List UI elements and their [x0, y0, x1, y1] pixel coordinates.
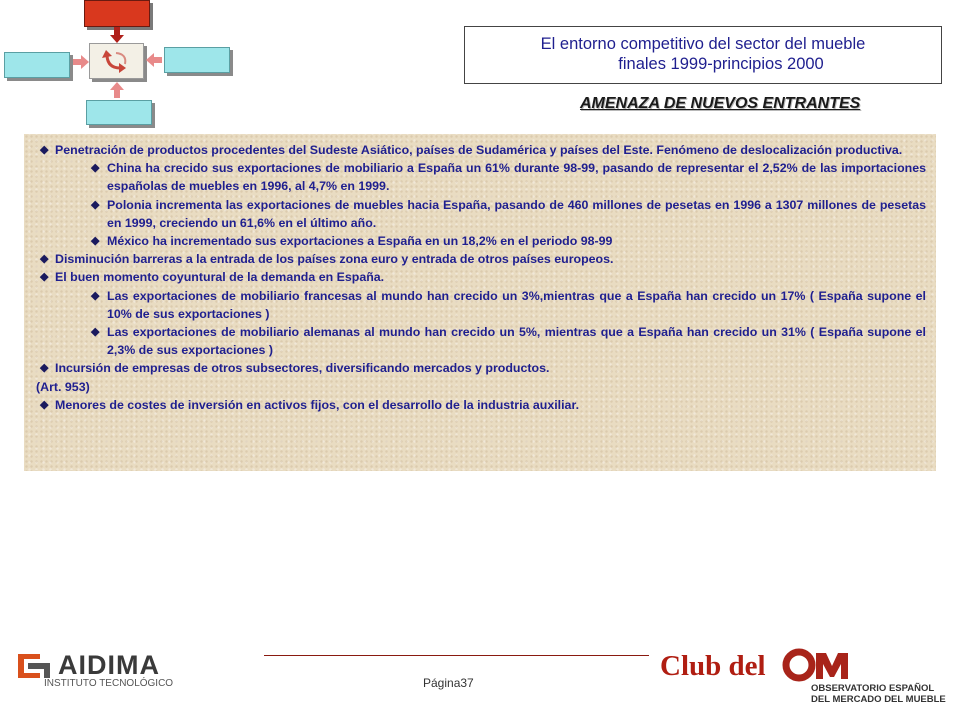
- arrow-up-icon: [110, 82, 124, 98]
- diamond-bullet-icon: ◆: [91, 326, 100, 339]
- om-logo-icon: [782, 648, 852, 682]
- list-item: [36, 232, 926, 250]
- item-text: Las exportaciones de mobiliario alemanas al mundo han crecido un 5%, mientras que a España han crecido un 31% ( España supone el 2,3% de sus exportaciones ): [107, 325, 926, 358]
- list-item: [36, 323, 926, 359]
- item-text: Polonia incrementa las exportaciones de muebles hacia España, pasando de 460 millones de pesetas en 1996 a 1307 millones de pesetas en 1999, creciendo un 61,6% en el último año.: [107, 197, 926, 230]
- title-line-2: finales 1999-principios 2000: [618, 55, 824, 73]
- list-item: [36, 159, 926, 195]
- item-text: Las exportaciones de mobiliario francesas al mundo han crecido un 3%,mientras que a España han crecido un 17% ( España supone el 10% de sus exportaciones ): [107, 288, 926, 321]
- list-item: [36, 287, 926, 323]
- substitutes-box: [86, 100, 152, 125]
- new-entrants-box: [84, 0, 150, 27]
- list-item: [36, 196, 926, 232]
- aidima-name: AIDIMA: [58, 650, 160, 680]
- arrow-left-icon: [146, 53, 162, 67]
- list-item: [36, 141, 926, 159]
- observatorio-line-1: OBSERVATORIO ESPAÑOL: [811, 683, 935, 694]
- item-text: El buen momento coyuntural de la demanda en España.: [55, 270, 385, 285]
- diamond-bullet-icon: ◆: [91, 162, 100, 175]
- aidima-subtitle: INSTITUTO TECNOLÓGICO: [44, 678, 174, 689]
- title-box: [464, 26, 942, 84]
- list-item: [36, 359, 926, 377]
- arrow-right-icon: [73, 55, 89, 69]
- list-item: [36, 268, 926, 286]
- diamond-bullet-icon: ◆: [40, 362, 49, 375]
- aidima-mark-icon: [18, 654, 52, 680]
- buyers-box: [164, 47, 230, 73]
- page-number: Página37: [423, 676, 474, 690]
- diamond-bullet-icon: ◆: [91, 235, 100, 248]
- rivalry-box: [89, 43, 144, 79]
- content-panel: [24, 134, 936, 471]
- list-item: [36, 378, 926, 396]
- observatorio-label: [811, 683, 946, 705]
- diamond-bullet-icon: ◆: [40, 144, 49, 156]
- item-text: México ha incrementado sus exportaciones a España en un 18,2% en el periodo 98-99: [107, 234, 613, 249]
- diamond-bullet-icon: ◆: [40, 398, 49, 411]
- cycle-arrow-icon: [100, 48, 134, 74]
- item-text: Incursión de empresas de otros subsectores, diversificando mercados y productos.: [55, 361, 550, 376]
- list-item: [36, 250, 926, 268]
- observatorio-line-2: DEL MERCADO DEL MUEBLE: [811, 694, 946, 705]
- item-text: Disminución barreras a la entrada de los países zona euro y entrada de otros países europeos.: [55, 252, 614, 267]
- diamond-bullet-icon: ◆: [40, 271, 49, 284]
- diamond-bullet-icon: ◆: [91, 289, 100, 302]
- footer-divider: [264, 655, 649, 656]
- diamond-bullet-icon: ◆: [91, 198, 100, 211]
- diamond-bullet-icon: ◆: [40, 253, 49, 266]
- suppliers-box: [4, 52, 70, 78]
- title-line-1: El entorno competitivo del sector del mueble: [540, 35, 866, 53]
- section-subtitle: AMENAZA DE NUEVOS ENTRANTES: [580, 95, 861, 112]
- arrow-down-icon: [110, 27, 124, 43]
- item-text: China ha crecido sus exportaciones de mobiliario a España un 61% durante 98-99, pasando de representar el 2,52% de las importaciones españolas de muebles en 1996, al 4,7% en 1999.: [107, 161, 926, 194]
- item-text: (Art. 953): [36, 379, 90, 394]
- item-text: Penetración de productos procedentes del Sudeste Asiático, países de Sudamérica y países del Este. Fenómeno de deslocalización productiva.: [55, 143, 903, 157]
- list-item: [36, 396, 926, 414]
- club-del-label: Club del: [660, 650, 766, 682]
- item-text: Menores de costes de inversión en activos fijos, con el desarrollo de la industria auxiliar.: [55, 397, 580, 412]
